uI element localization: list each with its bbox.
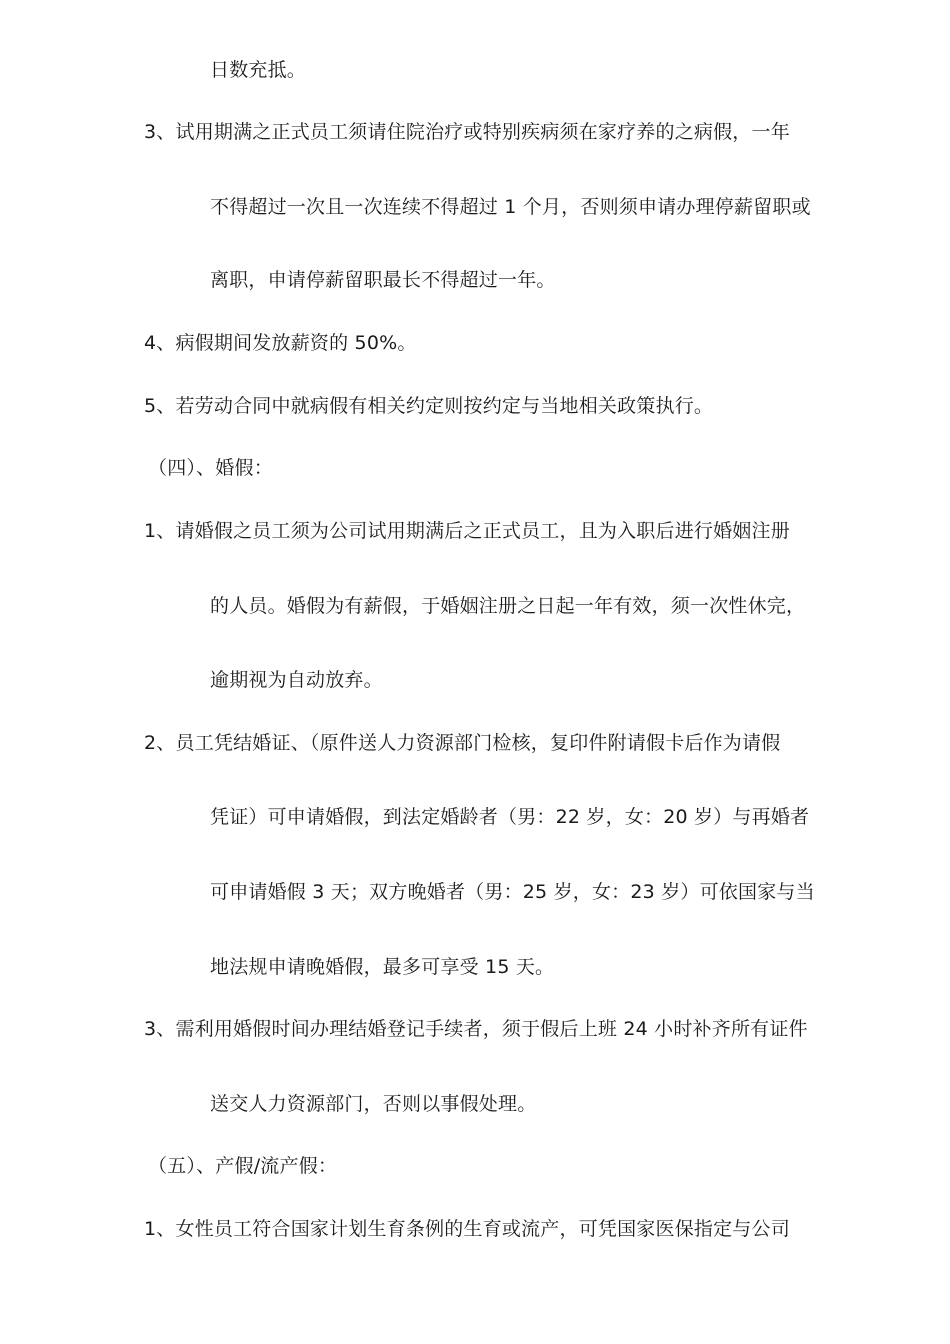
list-item-sick-leave-3: 3、试用期满之正式员工须请住院治疗或特别疾病须在家疗养的之病假，一年 [144, 121, 790, 143]
paragraph-line: 离职，申请停薪留职最长不得超过一年。 [210, 269, 556, 291]
section-heading-marriage-leave: （四）、婚假： [148, 457, 273, 479]
section-heading-maternity-leave: （五）、产假/流产假： [148, 1155, 338, 1177]
paragraph-line: 的人员。婚假为有薪假，于婚姻注册之日起一年有效，须一次性休完， [210, 595, 806, 617]
list-item-sick-leave-4: 4、病假期间发放薪资的 50%。 [144, 332, 417, 354]
list-item-sick-leave-5: 5、若劳动合同中就病假有相关约定则按约定与当地相关政策执行。 [144, 395, 714, 417]
paragraph-line: 可申请婚假 3 天；双方晚婚者（男：25 岁，女：23 岁）可依国家与当 [210, 881, 815, 903]
list-item-marriage-leave-3: 3、需利用婚假时间办理结婚登记手续者，须于假后上班 24 小时补齐所有证件 [144, 1018, 808, 1040]
paragraph-line: 地法规申请晚婚假，最多可享受 15 天。 [210, 956, 555, 978]
list-item-marriage-leave-1: 1、请婚假之员工须为公司试用期满后之正式员工，且为入职后进行婚姻注册 [144, 520, 790, 542]
list-item-maternity-leave-1: 1、女性员工符合国家计划生育条例的生育或流产，可凭国家医保指定与公司 [144, 1218, 790, 1240]
list-item-marriage-leave-2: 2、员工凭结婚证、（原件送人力资源部门检核，复印件附请假卡后作为请假 [144, 732, 781, 754]
paragraph-line: 凭证）可申请婚假，到法定婚龄者（男：22 岁，女：20 岁）与再婚者 [210, 806, 810, 828]
paragraph-line: 日数充抵。 [210, 59, 307, 81]
paragraph-line: 不得超过一次且一次连续不得超过 1 个月，否则须申请办理停薪留职或 [210, 196, 811, 218]
paragraph-line: 逾期视为自动放弃。 [210, 669, 383, 691]
paragraph-line: 送交人力资源部门，否则以事假处理。 [210, 1093, 537, 1115]
